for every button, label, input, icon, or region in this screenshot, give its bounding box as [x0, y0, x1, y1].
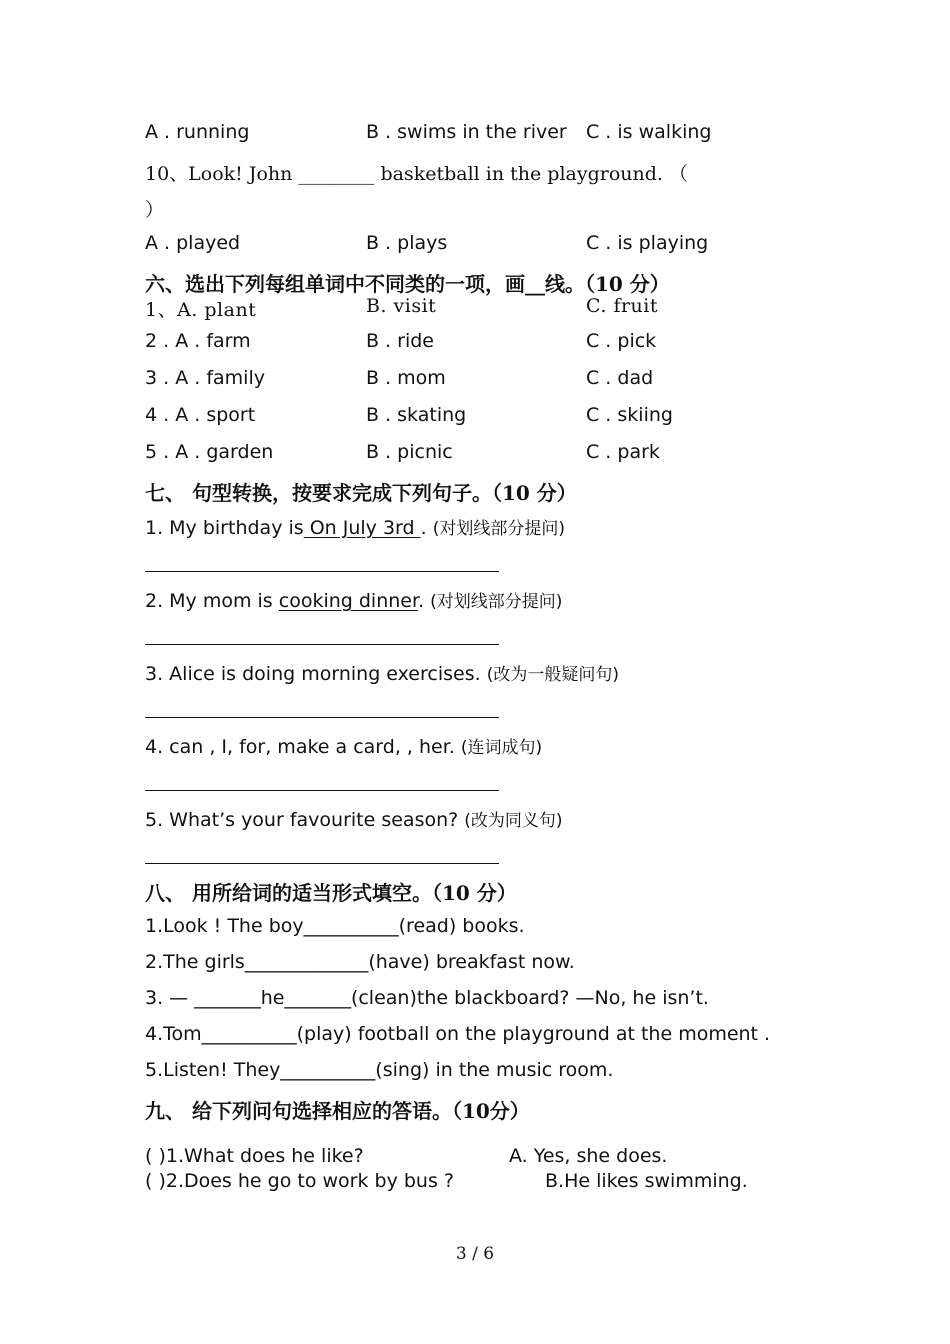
section7-q2-note: (对划线部分提问) — [430, 592, 563, 612]
section6-row3-c: C . dad — [586, 367, 654, 389]
section7-q2-underlined: cooking dinner — [278, 590, 419, 612]
section6-row5-a: 5 . A . garden — [145, 441, 274, 463]
section7-q1-period: . — [420, 517, 433, 539]
section6-row4-a: 4 . A . sport — [145, 404, 256, 426]
section6-row2-c: C . pick — [586, 330, 657, 352]
section7-q1-underlined: On July 3rd — [303, 517, 421, 539]
section8-item-2: 2.The girls_____________(have) breakfast now. — [145, 951, 575, 973]
q10-stem: 10、Look! John ________ basketball in the playground. （ — [145, 163, 688, 185]
answer-line[interactable] — [145, 717, 499, 718]
section7-q4-text: 4. can , I, for, make a card, , her. — [145, 736, 461, 758]
q10-option-c: C . is playing — [586, 232, 709, 254]
section7-q5-note: (改为同义句) — [464, 811, 563, 831]
section9-a2: B.He likes swimming. — [545, 1170, 748, 1192]
section6-row3-a: 3 . A . family — [145, 367, 265, 389]
section8-item-4: 4.Tom__________(play) football on the playground at the moment . — [145, 1023, 771, 1045]
section7-q3-note: (改为一般疑问句) — [486, 665, 619, 685]
section7-q1-note: (对划线部分提问) — [432, 519, 565, 539]
answer-line[interactable] — [145, 790, 499, 791]
section7-q3 — [145, 660, 619, 685]
q9-option-c: C . is walking — [586, 121, 712, 143]
section7-q1 — [145, 514, 565, 539]
section7-q2-text: 2. My mom is — [145, 590, 279, 612]
answer-line[interactable] — [145, 863, 499, 864]
section7-q1-text: 1. My birthday is — [145, 517, 304, 539]
section7-q2-period: . — [418, 590, 431, 612]
section6-row2-b: B . ride — [366, 330, 434, 352]
section7-q4 — [145, 733, 542, 758]
section6-title: 六、选出下列每组单词中不同类的一项，画__线。（10 分） — [145, 272, 670, 296]
section9-q1: ( )1.What does he like? — [145, 1145, 364, 1167]
q10-option-b: B . plays — [366, 232, 448, 254]
page-number: 3 / 6 — [455, 1244, 495, 1264]
section6-row1-a: 1、A. plant — [145, 299, 257, 321]
section9-q2: ( )2.Does he go to work by bus ? — [145, 1170, 454, 1192]
section6-row1-b: B. visit — [366, 295, 437, 317]
section8-title: 八、 用所给词的适当形式填空。（10 分） — [145, 881, 517, 905]
section7-q4-note: (连词成句) — [460, 738, 543, 758]
section7-q5-text: 5. What’s your favourite season? — [145, 809, 465, 831]
section7-q3-text: 3. Alice is doing morning exercises. — [145, 663, 487, 685]
section9-title: 九、 给下列问句选择相应的答语。（10分） — [145, 1099, 530, 1123]
section6-row1-c: C. fruit — [586, 295, 659, 317]
section8-item-1: 1.Look ! The boy__________(read) books. — [145, 915, 525, 937]
section9-a1: A. Yes, she does. — [509, 1145, 668, 1167]
section7-title: 七、 句型转换，按要求完成下列句子。（10 分） — [145, 481, 577, 505]
answer-line[interactable] — [145, 571, 499, 572]
section7-q2 — [145, 587, 562, 612]
q9-option-a: A . running — [145, 121, 250, 143]
section6-row4-c: C . skiing — [586, 404, 673, 426]
section6-row4-b: B . skating — [366, 404, 467, 426]
section6-row2-a: 2 . A . farm — [145, 330, 251, 352]
section6-row5-b: B . picnic — [366, 441, 453, 463]
section6-row3-b: B . mom — [366, 367, 446, 389]
section7-q5 — [145, 806, 563, 831]
q10-stem-close: ） — [145, 199, 165, 221]
section8-item-5: 5.Listen! They__________(sing) in the music room. — [145, 1059, 614, 1081]
section6-row5-c: C . park — [586, 441, 660, 463]
answer-line[interactable] — [145, 644, 499, 645]
q10-option-a: A . played — [145, 232, 241, 254]
section8-item-3: 3. — _______he_______(clean)the blackboard? —No, he isn’t. — [145, 987, 709, 1009]
q9-option-b: B . swims in the river — [366, 121, 567, 143]
